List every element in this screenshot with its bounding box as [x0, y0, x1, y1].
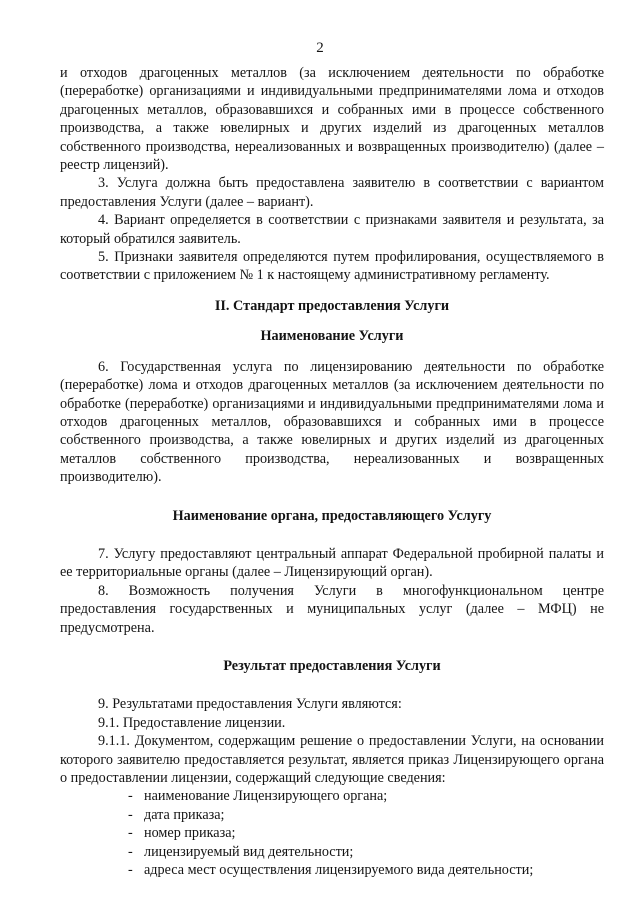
list-item: - номер приказа; [128, 825, 236, 842]
paragraph-9-1-1: 9.1.1. Документом, содержащим решение о предоставлении Услуги, на основании которого заявителю предоставляется результат, является приказ Лицензирующего органа о предоставлении лицензии, содержащий следующие сведения: [60, 733, 604, 786]
heading-service-name: Наименование Услуги [260, 328, 404, 345]
paragraph-9: 9. Результатами предоставления Услуги являются: [98, 696, 402, 713]
paragraph-4: 4. Вариант определяется в соответствии с признаками заявителя и результата, за который обратился заявитель. [60, 212, 604, 247]
list-marker: - [128, 825, 133, 842]
heading-section-2: II. Стандарт предоставления Услуги [214, 297, 450, 314]
paragraph-8: 8. Возможность получения Услуги в многофункциональном центре предоставления государственных и муниципальных услуг (далее – МФЦ) не предусмотрена. [60, 582, 604, 636]
list-item: - адреса мест осуществления лицензируемого вида деятельности; [128, 862, 534, 879]
paragraph-3: 3. Услуга должна быть предоставлена заявителю в соответствии с вариантом предоставления Услуги (далее – вариант). [60, 175, 604, 210]
list-marker: - [128, 862, 133, 879]
list-marker: - [128, 843, 133, 860]
paragraph-9-1: 9.1. Предоставление лицензии. [98, 714, 286, 731]
heading-result: Результат предоставления Услуги [223, 657, 441, 674]
paragraph-intro-continuation: и отходов драгоценных металлов (за исключением деятельности по обработке (переработке) организациями и индивидуальными предпринимателями лома и отходов драгоценных металлов, образовавшихся и собранных ими в процессе собственного производства, а также ювелирных и других изделий из драгоценных металлов собственного производства, нереализованных и возвращенных производителю) (далее – реестр лицензий). [60, 65, 604, 174]
heading-authority-name: Наименование органа, предоставляющего Услугу [172, 507, 492, 524]
list-item: - дата приказа; [128, 806, 225, 823]
list-marker: - [128, 806, 133, 823]
paragraph-6: 6. Государственная услуга по лицензированию деятельности по обработке (переработке) лома и отходов драгоценных металлов (за исключением деятельности по обработке (переработке) организациями и индивидуальными предпринимателями лома и отходов драгоценных металлов, образовавшихся и собранных ими в процессе собственного производства, а также ювелирных и других изделий из драгоценных металлов собственного производства, нереализованных и возвращенных производителю). [60, 358, 604, 486]
list-item: - наименование Лицензирующего органа; [128, 788, 388, 805]
document-body [60, 64, 604, 879]
order-details-list [60, 787, 604, 879]
paragraph-5: 5. Признаки заявителя определяются путем профилирования, осуществляемого в соответствии с приложением № 1 к настоящему административному регламенту. [60, 249, 604, 284]
page-number: 2 [316, 40, 324, 56]
list-marker: - [128, 788, 133, 805]
paragraph-7: 7. Услугу предоставляют центральный аппарат Федеральной пробирной палаты и ее территориальные органы (далее – Лицензирующий орган). [60, 545, 604, 581]
list-item: - лицензируемый вид деятельности; [128, 843, 354, 860]
